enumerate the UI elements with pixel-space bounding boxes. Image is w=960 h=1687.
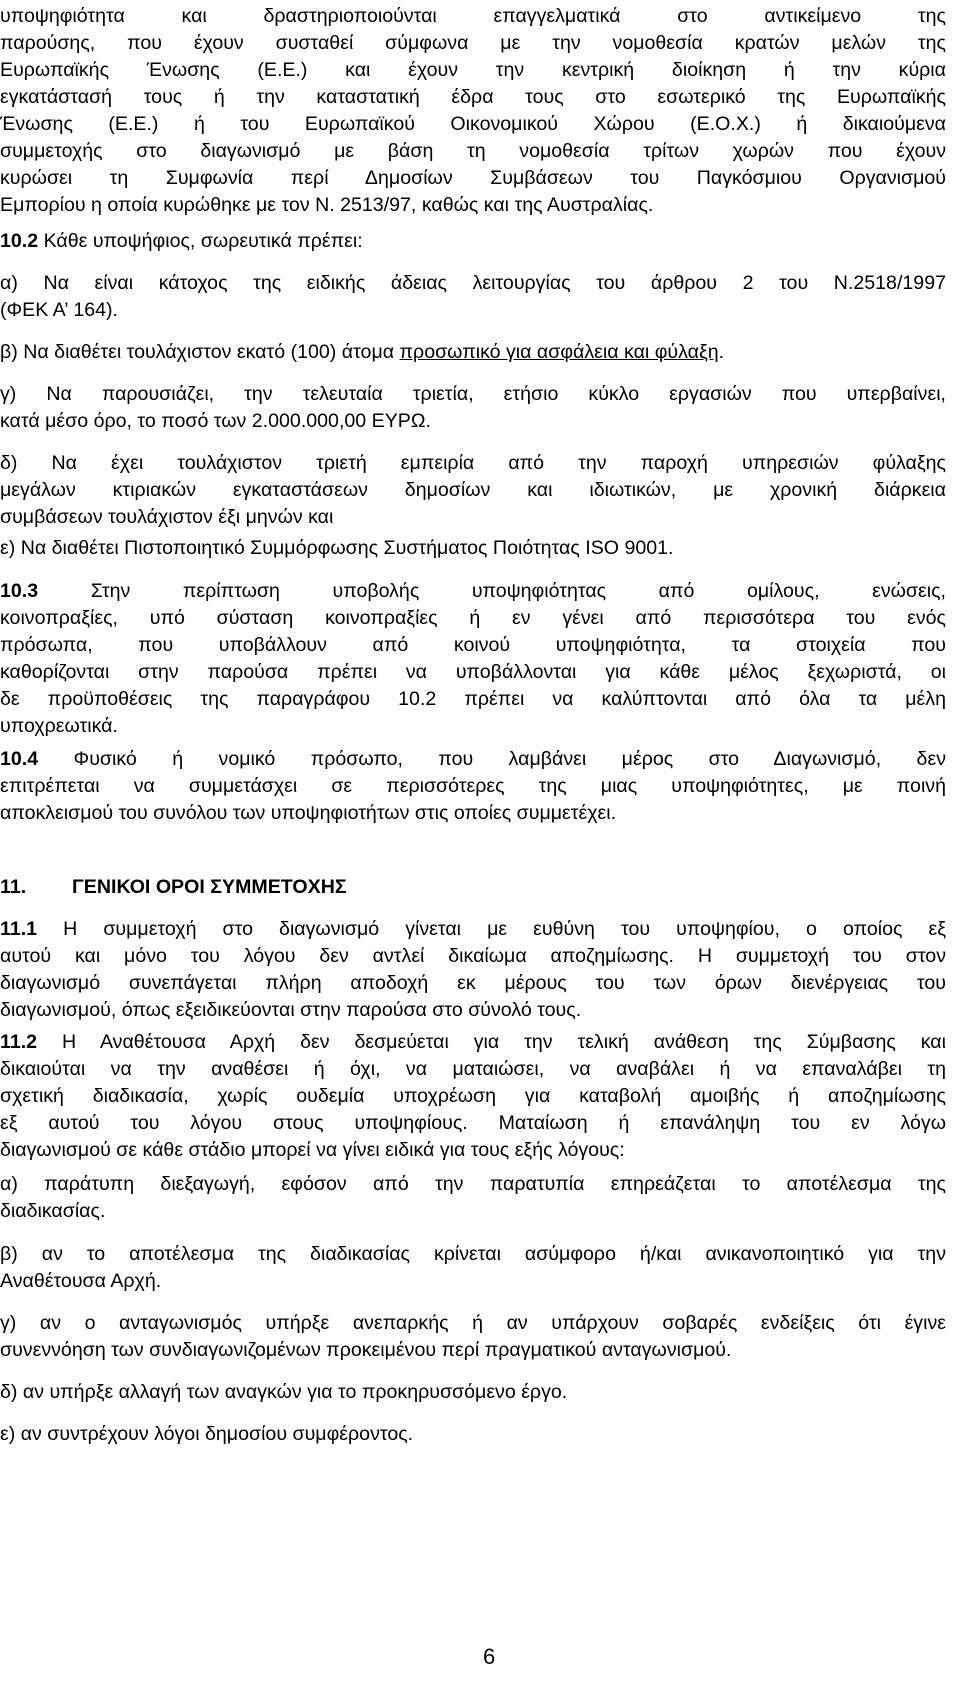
text-line: συνεννόηση των συνδιαγωνιζομένων προκειμένου περί πραγματικού ανταγωνισμού. — [0, 1339, 732, 1361]
text-line: συμμετοχής στο διαγωνισμό με βάση τη νομοθεσία τρίτων χωρών που έχουν — [0, 140, 946, 162]
section-number: 10.2 — [0, 230, 39, 252]
text-line: παρούσης, που έχουν συσταθεί σύμφωνα με την νομοθεσία κρατών μελών της — [0, 32, 946, 54]
intro-paragraph — [0, 3, 946, 219]
text-line: Ευρωπαϊκής Ένωσης (Ε.Ε.) και έχουν την κεντρική διοίκηση ή την κύρια — [0, 59, 946, 81]
text-line: διαγωνισμό συνεπάγεται πλήρη αποδοχή εκ μέρους του των όρων διενέργειας του — [0, 972, 946, 994]
text-line: αυτού και μόνο του λόγου δεν αντλεί δικαίωμα αποζημίωσης. Η συμμετοχή του στον — [0, 945, 946, 967]
text-line: καθορίζονται στην παρούσα πρέπει να υποβάλλονται για κάθε μέλος ξεχωριστά, οι — [0, 661, 946, 683]
text-segment: β) Να διαθέτει τουλάχιστον εκατό (100) άτομα — [0, 341, 400, 363]
item-10-2-c — [0, 381, 946, 435]
text-line: δ) αν υπήρξε αλλαγή των αναγκών για το προκηρυσσόμενο έργο. — [0, 1381, 568, 1403]
text-line: διαγωνισμού σε κάθε στάδιο μπορεί να γίνει ειδικά για τους εξής λόγους: — [0, 1139, 625, 1161]
text-line: ε) αν συντρέχουν λόγοι δημοσίου συμφέροντος. — [0, 1423, 414, 1445]
text-line: κυρώσει τη Συμφωνία περί Δημοσίων Συμβάσεων του Παγκόσμιου Οργανισμού — [0, 167, 946, 189]
text-line: διαδικασίας. — [0, 1200, 106, 1222]
text-line: εγκατάστασή τους ή την καταστατική έδρα τους στο εσωτερικό της Ευρωπαϊκής — [0, 86, 946, 108]
text-line: ε) Να διαθέτει Πιστοποιητικό Συμμόρφωσης Συστήματος Ποιότητας ISO 9001. — [0, 537, 674, 559]
item-11-2-c — [0, 1310, 946, 1364]
text-line: κατά μέσο όρο, το ποσό των 2.000.000,00 ΕΥΡΩ. — [0, 410, 431, 432]
item-11-2-b — [0, 1241, 946, 1295]
section-text: Κάθε υποψήφιος, σωρευτικά πρέπει: — [38, 230, 363, 252]
text-segment: Η Αναθέτουσα Αρχή δεν δεσμεύεται για την τελική ανάθεση της Σύμβασης και — [37, 1031, 946, 1053]
text-line: συμβάσεων τουλάχιστον έξι μηνών και — [0, 506, 334, 528]
section-number: 11.1 — [0, 918, 38, 940]
section-10-4 — [0, 746, 946, 827]
text-line: Ένωσης (Ε.Ε.) ή του Ευρωπαϊκού Οικονομικού Χώρου (Ε.Ο.Χ.) ή δικαιούμενα — [0, 113, 946, 135]
text-line: γ) Να παρουσιάζει, την τελευταία τριετία, ετήσιο κύκλο εργασιών που υπερβαίνει, — [0, 383, 946, 405]
text-line: μεγάλων κτιριακών εγκαταστάσεων δημοσίων και ιδιωτικών, με χρονική διάρκεια — [0, 479, 946, 501]
section-11-heading — [0, 874, 347, 901]
section-number: 10.4 — [0, 748, 39, 770]
section-10-2-intro — [0, 228, 946, 255]
section-11-1 — [0, 916, 946, 1024]
item-10-2-b — [0, 339, 946, 366]
heading-number: 11. — [0, 876, 27, 898]
item-11-2-a — [0, 1171, 946, 1225]
text-line: δ) Να έχει τουλάχιστον τριετή εμπειρία από την παροχή υπηρεσιών φύλαξης — [0, 452, 946, 474]
text-line: δικαιούται να την αναθέσει ή όχι, να ματαιώσει, να αναβάλει ή να επαναλάβει τη — [0, 1058, 946, 1080]
text-line: εξ αυτού του λόγου στους υποψηφίους. Ματαίωση ή επανάληψη του εν λόγω — [0, 1112, 946, 1134]
text-line: β) αν το αποτέλεσμα της διαδικασίας κρίνεται ασύμφορο ή/και ανικανοποιητικό για την — [0, 1243, 946, 1265]
item-10-2-a — [0, 270, 946, 324]
text-line: α) παράτυπη διεξαγωγή, εφόσον από την παρατυπία επηρεάζεται το αποτέλεσμα της — [0, 1173, 946, 1195]
underlined-text: προσωπικό για ασφάλεια και φύλαξη — [399, 341, 719, 363]
text-line: Εμπορίου η οποία κυρώθηκε με τον Ν. 2513/97, καθώς και της Αυστραλίας. — [0, 194, 654, 216]
text-line: σχετική διαδικασία, χωρίς ουδεμία υποχρέωση για καταβολή αμοιβής ή αποζημίωσης — [0, 1085, 946, 1107]
text-line: α) Να είναι κάτοχος της ειδικής άδειας λειτουργίας του άρθρου 2 του Ν.2518/1997 — [0, 272, 946, 294]
text-line: δε προϋποθέσεις της παραγράφου 10.2 πρέπει να καλύπτονται από όλα τα μέλη — [0, 688, 946, 710]
text-line: αποκλεισμού του συνόλου των υποψηφιοτήτων στις οποίες συμμετέχει. — [0, 802, 617, 824]
text-segment: Η συμμετοχή στο διαγωνισμό γίνεται με ευθύνη του υποψηφίου, ο οποίος εξ — [37, 918, 946, 940]
item-11-2-d — [0, 1379, 946, 1406]
text-segment: . — [718, 341, 725, 363]
text-line: διαγωνισμού, όπως εξειδικεύονται στην παρούσα στο σύνολό τους. — [0, 999, 582, 1021]
heading-title: ΓΕΝΙΚΟΙ ΟΡΟΙ ΣΥΜΜΕΤΟΧΗΣ — [72, 876, 347, 898]
text-segment: Φυσικό ή νομικό πρόσωπο, που λαμβάνει μέρος στο Διαγωνισμό, δεν — [38, 748, 946, 770]
text-line: Αναθέτουσα Αρχή. — [0, 1270, 162, 1292]
item-10-2-e — [0, 535, 946, 562]
text-line: κοινοπραξίες, υπό σύσταση κοινοπραξίες ή εν γένει από περισσότερα του ενός — [0, 607, 946, 629]
page-number: 6 — [483, 1644, 496, 1669]
section-number: 11.2 — [0, 1031, 38, 1053]
text-line: γ) αν ο ανταγωνισμός υπήρξε ανεπαρκής ή αν υπάρχουν σοβαρές ενδείξεις ότι έγινε — [0, 1312, 946, 1334]
text-line: (ΦΕΚ Α’ 164). — [0, 299, 119, 321]
item-10-2-d — [0, 450, 946, 531]
section-number: 10.3 — [0, 580, 39, 602]
section-11-2 — [0, 1029, 946, 1164]
text-line: επιτρέπεται να συμμετάσχει σε περισσότερες της μιας υποψηφιότητες, με ποινή — [0, 775, 946, 797]
item-11-2-e — [0, 1421, 946, 1448]
text-line: πρόσωπα, που υποβάλλουν από κοινού υποψηφιότητα, τα στοιχεία που — [0, 634, 946, 656]
text-line: υποψηφιότητα και δραστηριοποιούνται επαγγελματικά στο αντικείμενο της — [0, 5, 946, 27]
text-segment: Στην περίπτωση υποβολής υποψηφιότητας από ομίλους, ενώσεις, — [38, 580, 946, 602]
section-10-3 — [0, 578, 946, 740]
text-line: υποχρεωτικά. — [0, 715, 118, 737]
